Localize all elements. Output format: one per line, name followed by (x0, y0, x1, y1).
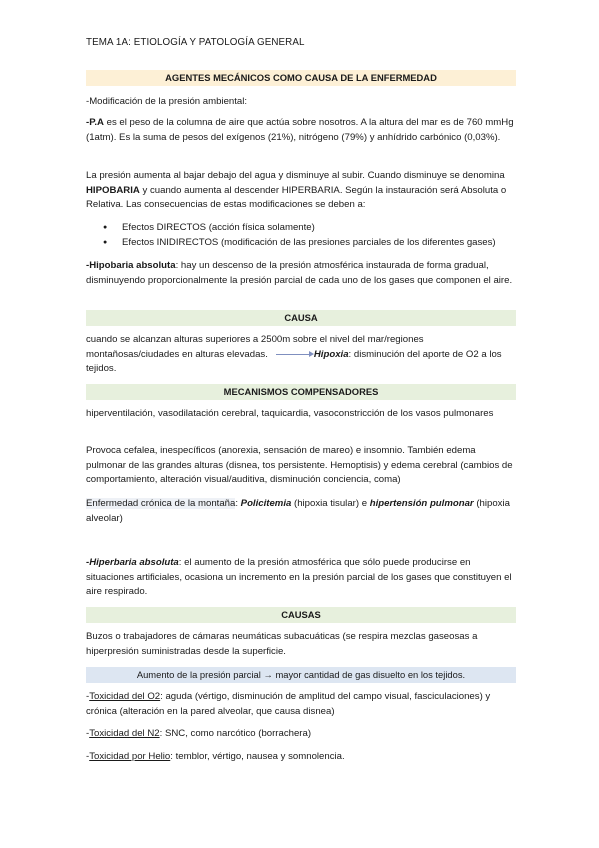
paragraph-hipobaria-absoluta (86, 259, 516, 288)
hiperbaria-absoluta-definition: : el aumento de la presión atmosférica que sólo puede producirse en situaciones artificiales, ocasiona un incremento en la presión parcial de los gases que constituyen el aire respirado. (86, 557, 512, 598)
pa-definition: es el peso de la columna de aire que actúa sobre nosotros. A la altura del mar es de 760 mmHg (1atm). Es la suma de pesos del exígenos (21%), nitrógeno (79%) y anhídrido carbónico (0,03%). (86, 117, 514, 143)
paragraph-mecanismos: hiperventilación, vasodilatación cerebral, taquicardia, vasoconstricción de los vasos pulmonares (86, 408, 494, 419)
paragraph-hiperbaria-absoluta (86, 556, 516, 600)
hipobaria-absoluta-term: -Hipobaria absoluta (86, 260, 176, 271)
paragraph-toxicidad-helio (86, 750, 516, 765)
paragraph-cronica (86, 497, 516, 526)
hipobaria-absoluta-definition: : hay un descenso de la presión atmosférica instaurada de forma gradual, disminuyendo proporcionalmente la presión parcial de cada uno de los gases que componen el aire. (86, 260, 513, 286)
section-header-mecanismos: MECANISMOS COMPENSADORES (86, 384, 516, 400)
pa-term: -P.A (86, 117, 104, 128)
arrow-icon (276, 354, 312, 355)
paragraph-modificacion: -Modificación de la presión ambiental: (86, 96, 248, 107)
dash: - (86, 728, 90, 739)
dash: - (86, 751, 90, 762)
hipoxia-term: Hipoxia (313, 348, 349, 360)
cronica-text-mid: (hipoxia tisular) e (291, 498, 370, 509)
effects-list (86, 221, 552, 250)
hipoxia-definition: : disminución del aporte de O2 a los tejidos. (86, 348, 502, 375)
hiperbaria-absoluta-term: -Hiperbaria absoluta (86, 557, 179, 568)
section-header-causa: CAUSA (86, 310, 516, 326)
cronica-colon: : (235, 498, 241, 509)
toxicidad-helio-definition: : temblor, vértigo, nausea y somnolencia. (170, 751, 345, 762)
toxicidad-n2-definition: : SNC, como narcótico (borrachera) (159, 728, 312, 739)
hipobaria-term: HIPOBARIA (86, 184, 140, 196)
paragraph-presion (86, 169, 516, 213)
toxicidad-o2-term: Toxicidad del O2 (89, 691, 161, 702)
hipertension-term: hipertensión pulmonar (369, 498, 474, 509)
section-header-causas: CAUSAS (86, 607, 516, 623)
toxicidad-helio-term: Toxicidad por Helio (89, 751, 171, 762)
paragraph-causas: Buzos o trabajadores de cámaras neumáticas subacuáticas (se respira mezclas gaseosas a hiperpresión suministradas desde la superficie. (86, 631, 478, 657)
section-header-agentes: AGENTES MECÁNICOS COMO CAUSA DE LA ENFERMEDAD (86, 70, 516, 86)
list-item: ● Efectos DIRECTOS (acción física solamente) (122, 221, 552, 236)
paragraph-toxicidad-n2 (86, 727, 516, 742)
causa-text: cuando se alcanzan alturas superiores a 2500m sobre el nivel del mar/regiones montañosas/ciudades en alturas elevadas. (86, 334, 424, 360)
cronica-text-end: (hipoxia alveolar) (86, 498, 510, 524)
section-header-aumento: Aumento de la presión parcial → mayor cantidad de gas disuelto en los tejidos. (86, 667, 516, 683)
presion-text-1: La presión aumenta al bajar debajo del agua y disminuye al subir. Cuando disminuye se denomina (86, 170, 505, 181)
list-item: ● Efectos INIDIRECTOS (modificación de las presiones parciales de los diferentes gases) (122, 236, 552, 251)
dash: - (86, 691, 90, 702)
policitemia-term: Policitemia (240, 498, 292, 509)
paragraph-causa (86, 333, 516, 377)
cronica-term: Enfermedad crónica de la montaña (86, 498, 236, 509)
paragraph-toxicidad-o2 (86, 690, 516, 719)
toxicidad-n2-term: Toxicidad del N2 (89, 728, 160, 739)
page-title: TEMA 1A: ETIOLOGÍA Y PATOLOGÍA GENERAL (86, 37, 305, 48)
toxicidad-o2-definition: : aguda (vértigo, disminución de amplitud del campo visual, fasciculaciones) y crónica (alteración en la pared alveolar, que causa disnea) (86, 691, 491, 717)
paragraph-pa (86, 116, 516, 145)
paragraph-provoca: Provoca cefalea, inespecíficos (anorexia, sensación de mareo) e insomnio. También edema pulmonar de las grandes alturas (disnea, tos persistente. Hemoptisis) y edema cerebral (cambios de comportamiento, alteración visual/auditiva, disminución conciencia, coma) (86, 445, 513, 486)
presion-text-2: y cuando aumenta al descender HIPERBARIA. Según la instauración será Absoluta o Relativa. Las consecuencias de estas modificaciones se deben a: (86, 184, 507, 211)
